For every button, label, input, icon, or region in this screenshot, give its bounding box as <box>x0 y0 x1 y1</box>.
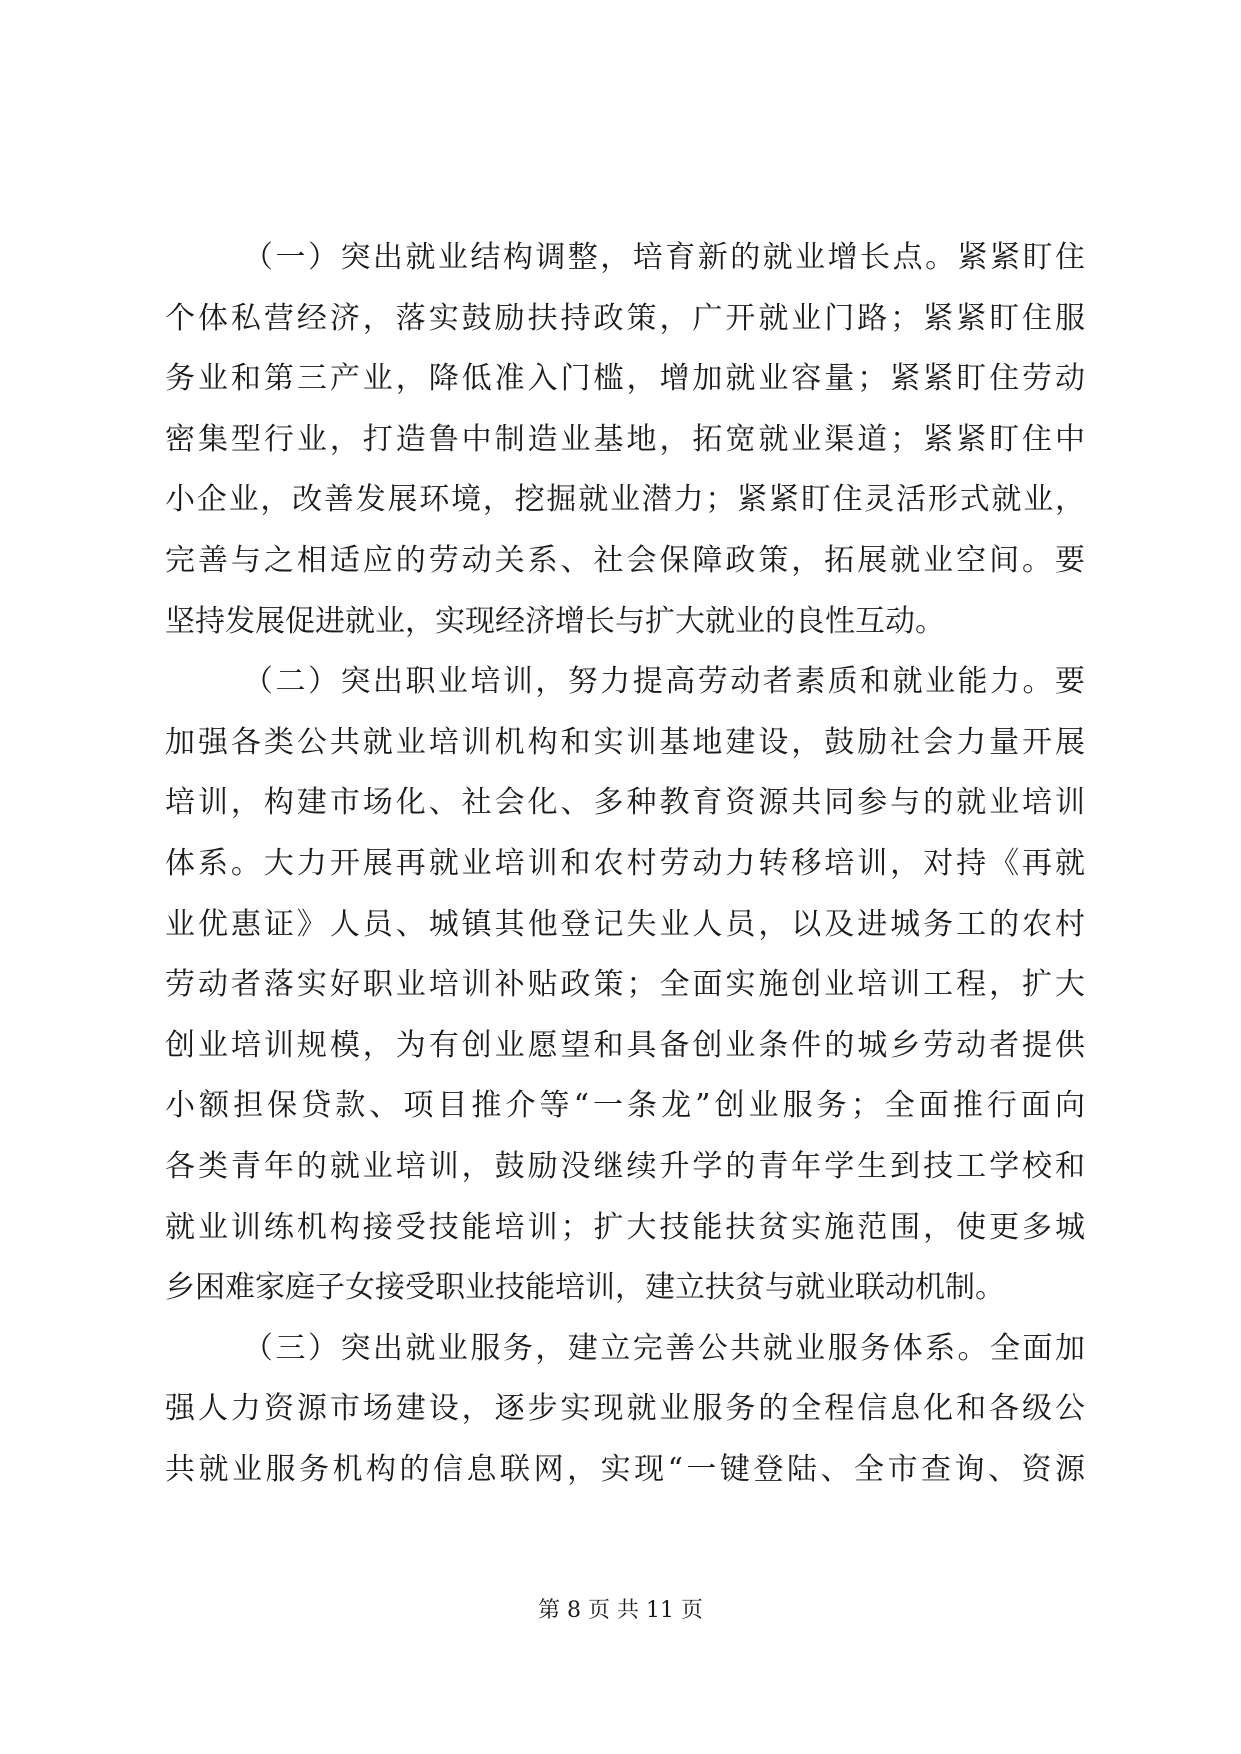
text-line: 坚持发展促进就业，实现经济增长与扩大就业的良性互动。 <box>165 603 945 639</box>
paragraph-1 <box>165 228 1085 652</box>
text-line: 小企业，改善发展环境，挖掘就业潜力；紧紧盯住灵活形式就业， <box>165 482 1085 518</box>
text-line: 强人力资源市场建设，逐步实现就业服务的全程信息化和各级公 <box>165 1391 1085 1427</box>
paragraph-3 <box>165 1319 1085 1501</box>
text-line: 各类青年的就业培训，鼓励没继续升学的青年学生到技工学校和 <box>165 1148 1085 1184</box>
text-line: 密集型行业，打造鲁中制造业基地，拓宽就业渠道；紧紧盯住中 <box>165 421 1085 457</box>
page-number-label: 第 8 页 共 11 页 <box>538 1598 703 1623</box>
text-line: 乡困难家庭子女接受职业技能培训，建立扶贫与就业联动机制。 <box>165 1270 1005 1306</box>
text-line: （三）突出就业服务，建立完善公共就业服务体系。全面加 <box>243 1330 1085 1366</box>
text-line: 业优惠证》人员、城镇其他登记失业人员，以及进城务工的农村 <box>165 906 1085 942</box>
text-line: 就业训练机构接受技能培训；扩大技能扶贫实施范围，使更多城 <box>165 1209 1085 1245</box>
page-footer <box>0 1596 1241 1626</box>
text-line: 务业和第三产业，降低准入门槛，增加就业容量；紧紧盯住劳动 <box>165 361 1085 397</box>
text-line: 加强各类公共就业培训机构和实训基地建设，鼓励社会力量开展 <box>165 724 1085 760</box>
text-line: 培训，构建市场化、社会化、多种教育资源共同参与的就业培训 <box>165 785 1085 821</box>
text-line: （一）突出就业结构调整，培育新的就业增长点。紧紧盯住 <box>243 240 1085 275</box>
body-text <box>165 228 1085 1500</box>
text-line: （二）突出职业培训，努力提高劳动者素质和就业能力。要 <box>243 664 1085 700</box>
text-line: 共就业服务机构的信息联网，实现“一键登陆、全市查询、资源 <box>165 1451 1085 1487</box>
text-line: 个体私营经济，落实鼓励扶持政策，广开就业门路；紧紧盯住服 <box>165 300 1085 336</box>
text-line: 创业培训规模，为有创业愿望和具备创业条件的城乡劳动者提供 <box>165 1027 1085 1063</box>
text-line: 体系。大力开展再就业培训和农村劳动力转移培训，对持《再就 <box>165 845 1085 881</box>
paragraph-2 <box>165 652 1085 1319</box>
text-line: 劳动者落实好职业培训补贴政策；全面实施创业培训工程，扩大 <box>165 967 1085 1003</box>
text-line: 完善与之相适应的劳动关系、社会保障政策，拓展就业空间。要 <box>165 542 1085 578</box>
text-line: 小额担保贷款、项目推介等“一条龙”创业服务；全面推行面向 <box>165 1088 1085 1124</box>
